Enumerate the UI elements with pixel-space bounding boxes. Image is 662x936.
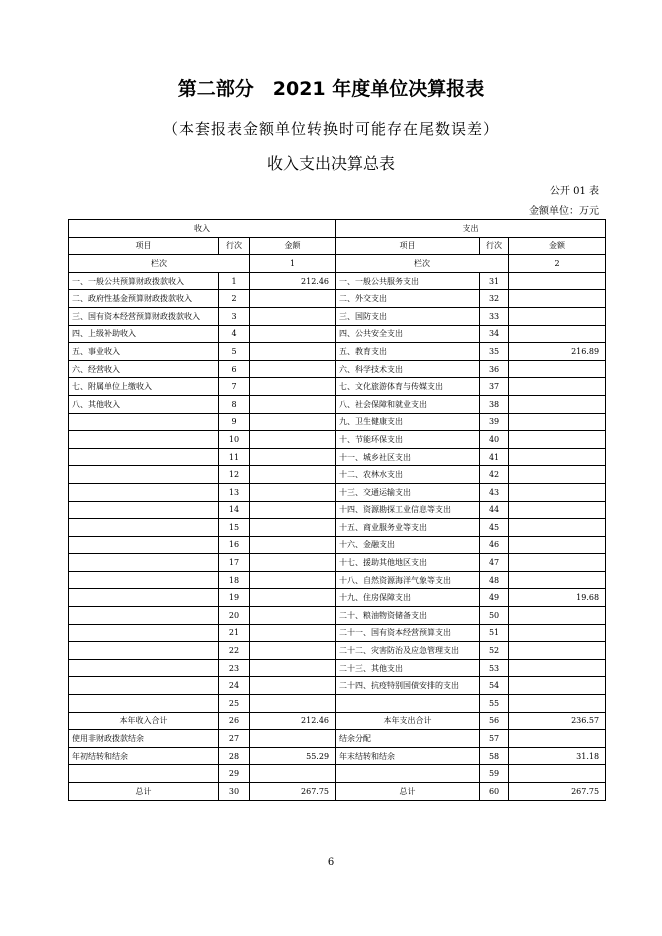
income-amount-cell bbox=[250, 290, 336, 308]
expense-row-no-cell: 56 bbox=[480, 712, 509, 730]
income-row-no-cell: 4 bbox=[219, 325, 250, 343]
expense-item-cell: 十七、援助其他地区支出 bbox=[336, 554, 480, 572]
income-amount-cell bbox=[250, 395, 336, 413]
table-row bbox=[69, 783, 606, 801]
expense-col-number: 2 bbox=[509, 255, 606, 273]
income-amount-cell bbox=[250, 677, 336, 695]
expense-amount-cell bbox=[509, 290, 606, 308]
income-row-no-header: 行次 bbox=[219, 237, 250, 255]
table-row bbox=[69, 378, 606, 396]
income-amount-cell bbox=[250, 378, 336, 396]
table-row bbox=[69, 677, 606, 695]
expense-item-cell: 二十一、国有资本经营预算支出 bbox=[336, 624, 480, 642]
income-item-cell bbox=[69, 466, 219, 484]
income-item-cell: 二、政府性基金预算财政拨款收入 bbox=[69, 290, 219, 308]
expense-amount-cell bbox=[509, 448, 606, 466]
income-item-cell bbox=[69, 589, 219, 607]
income-row-no-cell: 9 bbox=[219, 413, 250, 431]
expense-item-cell: 二十、粮油物资储备支出 bbox=[336, 607, 480, 625]
table-row bbox=[69, 571, 606, 589]
expense-row-no-cell: 38 bbox=[480, 395, 509, 413]
income-item-cell bbox=[69, 624, 219, 642]
expense-row-no-cell: 48 bbox=[480, 571, 509, 589]
expense-row-no-cell: 41 bbox=[480, 448, 509, 466]
income-row-no-cell: 16 bbox=[219, 536, 250, 554]
income-amount-cell bbox=[250, 571, 336, 589]
expense-amount-cell bbox=[509, 431, 606, 449]
expense-item-cell: 九、卫生健康支出 bbox=[336, 413, 480, 431]
income-amount-cell bbox=[250, 501, 336, 519]
table-row bbox=[69, 431, 606, 449]
expense-amount-cell bbox=[509, 554, 606, 572]
expense-item-cell: 二十二、灾害防治及应急管理支出 bbox=[336, 642, 480, 660]
income-item-cell: 一、一般公共预算财政拨款收入 bbox=[69, 272, 219, 290]
amount-unit: 金额单位：万元 bbox=[529, 206, 599, 217]
expense-row-no-cell: 36 bbox=[480, 360, 509, 378]
expense-amount-cell: 216.89 bbox=[509, 343, 606, 361]
income-amount-cell bbox=[250, 589, 336, 607]
income-item-cell: 七、附属单位上缴收入 bbox=[69, 378, 219, 396]
expense-item-cell: 十二、农林水支出 bbox=[336, 466, 480, 484]
expense-amount-cell bbox=[509, 378, 606, 396]
expense-row-no-cell: 44 bbox=[480, 501, 509, 519]
expense-item-cell: 六、科学技术支出 bbox=[336, 360, 480, 378]
income-amount-cell: 212.46 bbox=[250, 272, 336, 290]
income-item-cell bbox=[69, 642, 219, 660]
income-item-cell bbox=[69, 413, 219, 431]
income-row-no-cell: 5 bbox=[219, 343, 250, 361]
income-item-header: 项目 bbox=[69, 237, 219, 255]
expense-item-cell bbox=[336, 765, 480, 783]
expense-row-no-cell: 52 bbox=[480, 642, 509, 660]
income-row-no-cell: 3 bbox=[219, 307, 250, 325]
income-row-no-cell: 26 bbox=[219, 712, 250, 730]
table-row bbox=[69, 466, 606, 484]
table-row bbox=[69, 536, 606, 554]
income-item-cell bbox=[69, 554, 219, 572]
expense-row-no-cell: 47 bbox=[480, 554, 509, 572]
expense-section-header: 支出 bbox=[336, 220, 606, 238]
expense-amount-cell bbox=[509, 413, 606, 431]
expense-row-no-cell: 49 bbox=[480, 589, 509, 607]
table-row bbox=[69, 325, 606, 343]
income-row-no-cell: 1 bbox=[219, 272, 250, 290]
income-row-no-cell: 23 bbox=[219, 659, 250, 677]
expense-amount-cell bbox=[509, 659, 606, 677]
expense-row-no-cell: 34 bbox=[480, 325, 509, 343]
expense-item-cell: 十八、自然资源海洋气象等支出 bbox=[336, 571, 480, 589]
expense-amount-cell bbox=[509, 307, 606, 325]
expense-col-label: 栏次 bbox=[336, 255, 509, 273]
expense-amount-cell bbox=[509, 642, 606, 660]
income-item-cell bbox=[69, 519, 219, 537]
table-row bbox=[69, 290, 606, 308]
table-row bbox=[69, 730, 606, 748]
table-row bbox=[69, 642, 606, 660]
expense-row-no-cell: 40 bbox=[480, 431, 509, 449]
income-amount-cell bbox=[250, 554, 336, 572]
expense-item-cell: 十一、城乡社区支出 bbox=[336, 448, 480, 466]
income-amount-cell bbox=[250, 431, 336, 449]
section-header-row bbox=[69, 220, 606, 238]
expense-row-no-cell: 54 bbox=[480, 677, 509, 695]
income-item-cell bbox=[69, 501, 219, 519]
income-item-cell: 使用非财政拨款结余 bbox=[69, 730, 219, 748]
expense-row-no-cell: 51 bbox=[480, 624, 509, 642]
expense-row-no-cell: 32 bbox=[480, 290, 509, 308]
expense-item-cell: 八、社会保障和就业支出 bbox=[336, 395, 480, 413]
table-row bbox=[69, 448, 606, 466]
expense-amount-cell bbox=[509, 395, 606, 413]
expense-amount-cell bbox=[509, 519, 606, 537]
table-row bbox=[69, 501, 606, 519]
expense-item-cell: 本年支出合计 bbox=[336, 712, 480, 730]
expense-row-no-cell: 60 bbox=[480, 783, 509, 801]
income-amount-cell bbox=[250, 307, 336, 325]
income-amount-cell bbox=[250, 483, 336, 501]
column-header-row bbox=[69, 237, 606, 255]
expense-item-cell: 二、外交支出 bbox=[336, 290, 480, 308]
income-item-cell: 年初结转和结余 bbox=[69, 747, 219, 765]
expense-amount-cell bbox=[509, 607, 606, 625]
table-row bbox=[69, 589, 606, 607]
income-amount-cell bbox=[250, 765, 336, 783]
table-row bbox=[69, 483, 606, 501]
expense-item-cell bbox=[336, 695, 480, 713]
income-item-cell bbox=[69, 448, 219, 466]
column-number-row bbox=[69, 255, 606, 273]
income-row-no-cell: 21 bbox=[219, 624, 250, 642]
income-row-no-cell: 29 bbox=[219, 765, 250, 783]
expense-amount-cell bbox=[509, 624, 606, 642]
income-amount-cell bbox=[250, 466, 336, 484]
income-item-cell bbox=[69, 483, 219, 501]
expense-row-no-cell: 39 bbox=[480, 413, 509, 431]
income-amount-cell bbox=[250, 360, 336, 378]
expense-amount-cell bbox=[509, 695, 606, 713]
table-row bbox=[69, 624, 606, 642]
income-item-cell bbox=[69, 607, 219, 625]
expense-item-cell: 十九、住房保障支出 bbox=[336, 589, 480, 607]
expense-item-cell: 二十三、其他支出 bbox=[336, 659, 480, 677]
table-title: 收入支出决算总表 bbox=[266, 154, 395, 173]
income-row-no-cell: 12 bbox=[219, 466, 250, 484]
income-row-no-cell: 20 bbox=[219, 607, 250, 625]
income-row-no-cell: 28 bbox=[219, 747, 250, 765]
table-row bbox=[69, 307, 606, 325]
expense-amount-cell bbox=[509, 765, 606, 783]
income-row-no-cell: 15 bbox=[219, 519, 250, 537]
income-row-no-cell: 24 bbox=[219, 677, 250, 695]
income-item-cell bbox=[69, 431, 219, 449]
expense-row-no-header: 行次 bbox=[480, 237, 509, 255]
income-amount-cell: 267.75 bbox=[250, 783, 336, 801]
expense-item-cell: 七、文化旅游体育与传媒支出 bbox=[336, 378, 480, 396]
expense-amount-header: 金额 bbox=[509, 237, 606, 255]
expense-amount-cell bbox=[509, 325, 606, 343]
expense-row-no-cell: 37 bbox=[480, 378, 509, 396]
income-amount-cell: 212.46 bbox=[250, 712, 336, 730]
income-amount-cell bbox=[250, 325, 336, 343]
income-row-no-cell: 13 bbox=[219, 483, 250, 501]
income-item-cell: 四、上级补助收入 bbox=[69, 325, 219, 343]
table-row bbox=[69, 395, 606, 413]
table-row bbox=[69, 272, 606, 290]
income-amount-cell bbox=[250, 642, 336, 660]
income-item-cell bbox=[69, 765, 219, 783]
income-amount-cell bbox=[250, 607, 336, 625]
expense-row-no-cell: 58 bbox=[480, 747, 509, 765]
expense-amount-cell: 236.57 bbox=[509, 712, 606, 730]
expense-item-cell: 三、国防支出 bbox=[336, 307, 480, 325]
income-amount-cell bbox=[250, 448, 336, 466]
income-section-header: 收入 bbox=[69, 220, 336, 238]
expense-item-cell: 总计 bbox=[336, 783, 480, 801]
expense-amount-cell: 19.68 bbox=[509, 589, 606, 607]
income-row-no-cell: 2 bbox=[219, 290, 250, 308]
report-subtitle: （本套报表金额单位转换时可能存在尾数误差） bbox=[162, 120, 499, 138]
expense-item-cell: 年末结转和结余 bbox=[336, 747, 480, 765]
income-item-cell bbox=[69, 677, 219, 695]
income-row-no-cell: 27 bbox=[219, 730, 250, 748]
table-row bbox=[69, 747, 606, 765]
report-title: 第二部分 2021 年度单位决算报表 bbox=[177, 78, 485, 100]
income-amount-cell bbox=[250, 536, 336, 554]
income-item-cell: 三、国有资本经营预算财政拨款收入 bbox=[69, 307, 219, 325]
expense-row-no-cell: 31 bbox=[480, 272, 509, 290]
expense-item-cell: 十四、资源勘探工业信息等支出 bbox=[336, 501, 480, 519]
expense-row-no-cell: 59 bbox=[480, 765, 509, 783]
expense-amount-cell bbox=[509, 466, 606, 484]
expense-item-header: 项目 bbox=[336, 237, 480, 255]
income-item-cell bbox=[69, 536, 219, 554]
expense-item-cell: 四、公共安全支出 bbox=[336, 325, 480, 343]
expense-item-cell: 十五、商业服务业等支出 bbox=[336, 519, 480, 537]
table-row bbox=[69, 360, 606, 378]
income-row-no-cell: 19 bbox=[219, 589, 250, 607]
expense-row-no-cell: 35 bbox=[480, 343, 509, 361]
income-item-cell: 本年收入合计 bbox=[69, 712, 219, 730]
expense-row-no-cell: 45 bbox=[480, 519, 509, 537]
income-amount-cell bbox=[250, 519, 336, 537]
expense-amount-cell bbox=[509, 730, 606, 748]
income-row-no-cell: 17 bbox=[219, 554, 250, 572]
income-amount-cell bbox=[250, 695, 336, 713]
income-item-cell bbox=[69, 659, 219, 677]
income-row-no-cell: 30 bbox=[219, 783, 250, 801]
table-row bbox=[69, 695, 606, 713]
income-amount-cell bbox=[250, 659, 336, 677]
table-row bbox=[69, 712, 606, 730]
expense-item-cell: 十六、金融支出 bbox=[336, 536, 480, 554]
income-amount-cell bbox=[250, 343, 336, 361]
expense-row-no-cell: 42 bbox=[480, 466, 509, 484]
expense-amount-cell bbox=[509, 483, 606, 501]
income-item-cell bbox=[69, 695, 219, 713]
income-amount-cell: 55.29 bbox=[250, 747, 336, 765]
expense-row-no-cell: 53 bbox=[480, 659, 509, 677]
expense-amount-cell bbox=[509, 677, 606, 695]
income-item-cell: 六、经营收入 bbox=[69, 360, 219, 378]
income-row-no-cell: 25 bbox=[219, 695, 250, 713]
income-expense-table bbox=[68, 219, 606, 801]
income-row-no-cell: 6 bbox=[219, 360, 250, 378]
expense-item-cell: 十、节能环保支出 bbox=[336, 431, 480, 449]
expense-item-cell: 五、教育支出 bbox=[336, 343, 480, 361]
expense-row-no-cell: 55 bbox=[480, 695, 509, 713]
income-row-no-cell: 10 bbox=[219, 431, 250, 449]
expense-row-no-cell: 50 bbox=[480, 607, 509, 625]
income-col-label: 栏次 bbox=[69, 255, 250, 273]
table-row bbox=[69, 413, 606, 431]
expense-item-cell: 一、一般公共服务支出 bbox=[336, 272, 480, 290]
form-number: 公开 01 表 bbox=[549, 186, 599, 197]
income-row-no-cell: 7 bbox=[219, 378, 250, 396]
table-row bbox=[69, 554, 606, 572]
expense-amount-cell bbox=[509, 360, 606, 378]
income-row-no-cell: 11 bbox=[219, 448, 250, 466]
income-item-cell: 八、其他收入 bbox=[69, 395, 219, 413]
table-row bbox=[69, 519, 606, 537]
expense-row-no-cell: 33 bbox=[480, 307, 509, 325]
income-item-cell: 五、事业收入 bbox=[69, 343, 219, 361]
expense-amount-cell: 31.18 bbox=[509, 747, 606, 765]
expense-item-cell: 结余分配 bbox=[336, 730, 480, 748]
table-row bbox=[69, 607, 606, 625]
expense-row-no-cell: 46 bbox=[480, 536, 509, 554]
table-row bbox=[69, 659, 606, 677]
expense-amount-cell bbox=[509, 536, 606, 554]
expense-item-cell: 十三、交通运输支出 bbox=[336, 483, 480, 501]
income-row-no-cell: 14 bbox=[219, 501, 250, 519]
income-item-cell: 总计 bbox=[69, 783, 219, 801]
income-col-number: 1 bbox=[250, 255, 336, 273]
expense-amount-cell: 267.75 bbox=[509, 783, 606, 801]
income-amount-cell bbox=[250, 413, 336, 431]
income-amount-header: 金额 bbox=[250, 237, 336, 255]
expense-amount-cell bbox=[509, 501, 606, 519]
expense-row-no-cell: 43 bbox=[480, 483, 509, 501]
expense-amount-cell bbox=[509, 272, 606, 290]
income-amount-cell bbox=[250, 730, 336, 748]
page-number: 6 bbox=[327, 857, 335, 868]
table-row bbox=[69, 765, 606, 783]
expense-amount-cell bbox=[509, 571, 606, 589]
income-item-cell bbox=[69, 571, 219, 589]
income-row-no-cell: 22 bbox=[219, 642, 250, 660]
income-amount-cell bbox=[250, 624, 336, 642]
table-row bbox=[69, 343, 606, 361]
expense-row-no-cell: 57 bbox=[480, 730, 509, 748]
income-row-no-cell: 8 bbox=[219, 395, 250, 413]
income-row-no-cell: 18 bbox=[219, 571, 250, 589]
expense-item-cell: 二十四、抗疫特别国债安排的支出 bbox=[336, 677, 480, 695]
